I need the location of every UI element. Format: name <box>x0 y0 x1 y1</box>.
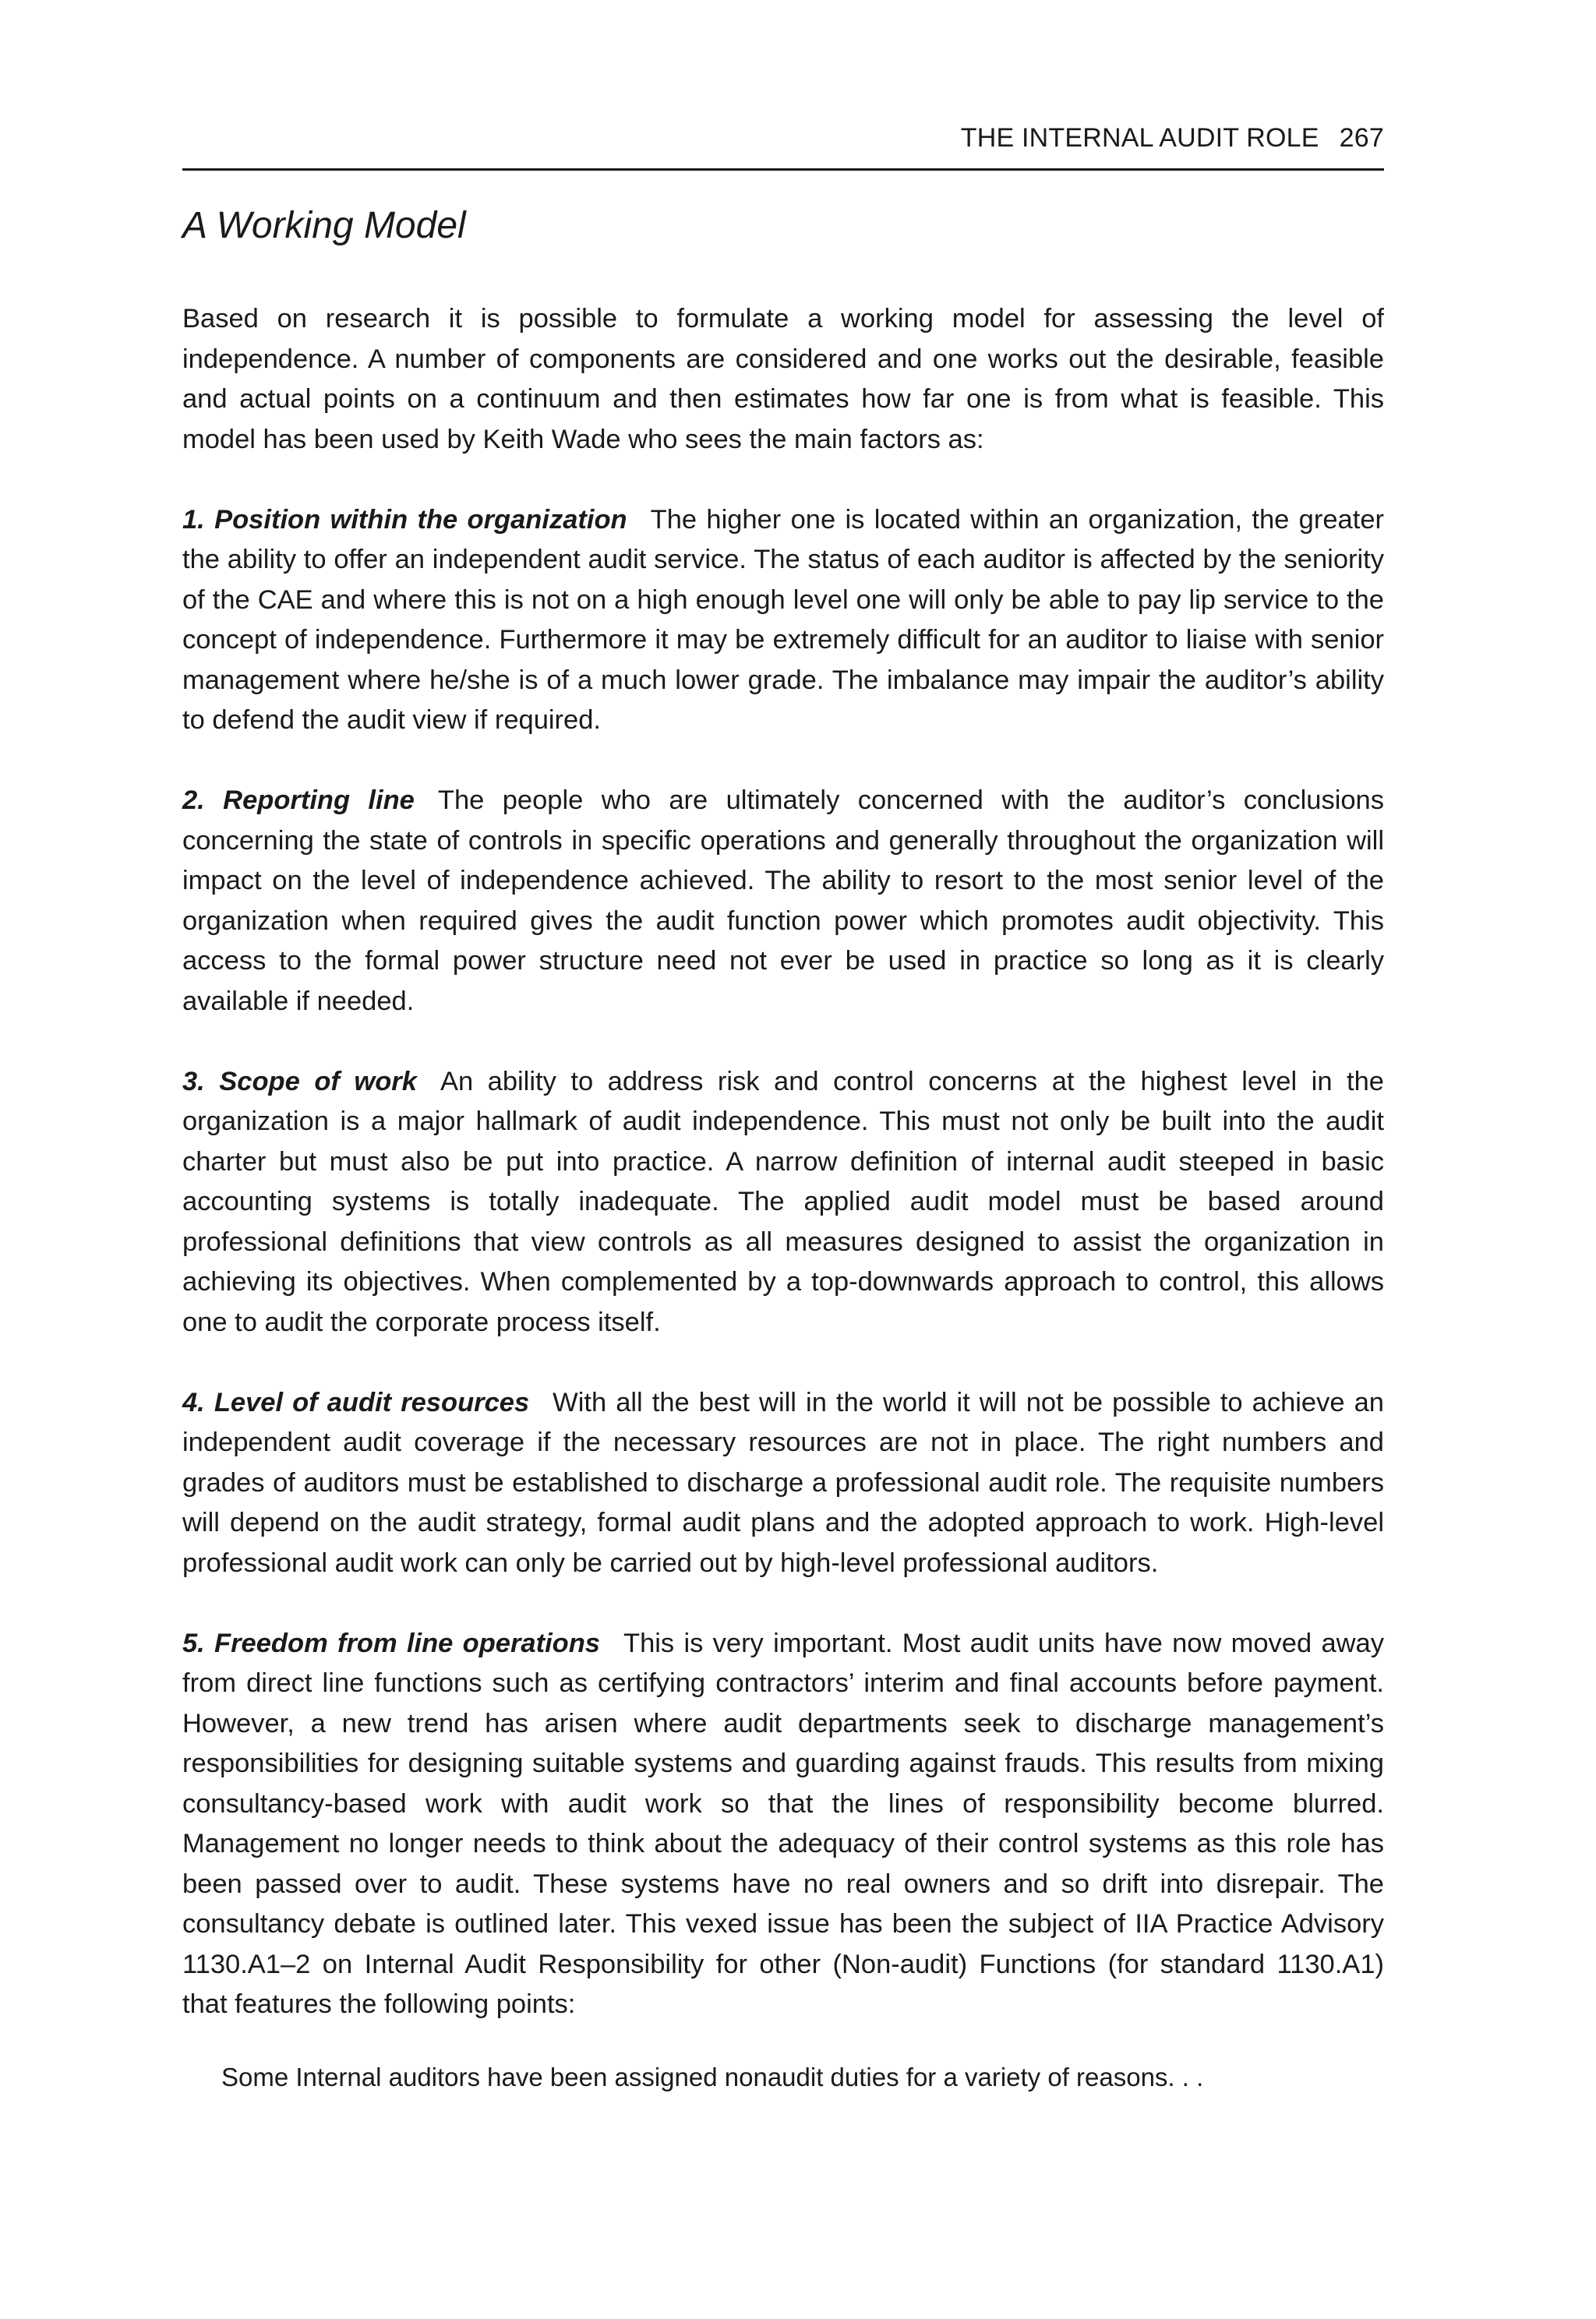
section-title: A Working Model <box>182 205 466 246</box>
factor-text: With all the best will in the world it will not be possible to achieve an independent audit coverage if the necessary resources are not in place. The right numbers and grades of auditors must be established to discharge a professional audit role. The requisite numbers will depend on the audit strategy, formal audit plans and the adopted approach to work. High-level professional audit work can only be carried out by high-level professional auditors. <box>182 1387 1384 1578</box>
factor-paragraph-5 <box>182 1624 1384 2025</box>
factor-term: 5. Freedom from line operations <box>182 1628 600 1658</box>
running-header <box>961 123 1384 154</box>
factor-text: This is very important. Most audit units have now moved away from direct line functions such as certifying contractors’ interim and final accounts before payment. However, a new trend has arisen where audit departments seek to discharge management’s responsibilities for designing suitable systems and guarding against frauds. This results from mixing consultancy-based work with audit work so that the lines of responsibility become blurred. Management no longer needs to think about the adequacy of their control systems as this role has been passed over to audit. These systems have no real owners and so drift into disrepair. The consultancy debate is outlined later. This vexed issue has been the subject of IIA Practice Advisory 1130.A1–2 on Internal Audit Responsibility for other (Non-audit) Functions (for standard 1130.A1) that features the following points: <box>182 1628 1384 2019</box>
factor-paragraph-1 <box>182 500 1384 741</box>
header-rule <box>182 168 1384 171</box>
factor-paragraph-3 <box>182 1062 1384 1343</box>
factor-paragraph-2 <box>182 781 1384 1022</box>
factor-term: 2. Reporting line <box>182 785 415 815</box>
intro-paragraph: Based on research it is possible to formulate a working model for assessing the level of independence. A number of components are considered and one works out the desirable, feasible and actual points on a continuum and then estimates how far one is from what is feasible. This model has been used by Keith Wade who sees the main factors as: <box>182 304 1384 454</box>
factor-term: 3. Scope of work <box>182 1066 417 1096</box>
factor-text: The people who are ultimately concerned with the auditor’s conclusions concerning the state of controls in specific operations and generally throughout the organization will impact on the level of independence achieved. The ability to resort to the most senior level of the organization when required gives the audit function power which promotes audit objectivity. This access to the formal power structure need not ever be used in practice so long as it is clearly available if needed. <box>182 785 1384 1016</box>
factor-term: 4. Level of audit resources <box>182 1387 530 1417</box>
factor-paragraph-4 <box>182 1383 1384 1584</box>
factor-term: 1. Position within the organization <box>182 504 627 535</box>
factor-text: An ability to address risk and control concerns at the highest level in the organization is a major hallmark of audit independence. This must not only be built into the audit charter but must also be put into practice. A narrow definition of internal audit steeped in basic accounting systems is totally inadequate. The applied audit model must be based around professional definitions that view controls as all measures designed to assist the organization in achieving its objectives. When complemented by a top-downwards approach to control, this allows one to audit the corporate process itself. <box>182 1066 1384 1337</box>
body-text <box>182 299 1384 2098</box>
factor-text: The higher one is located within an organization, the greater the ability to offer an independent audit service. The status of each auditor is affected by the seniority of the CAE and where this is not on a high enough level one will only be able to pay lip service to the concept of independence. Furthermore it may be extremely difficult for an auditor to liaise with senior management where he/she is of a much lower grade. The imbalance may impair the auditor’s ability to defend the audit view if required. <box>182 504 1384 735</box>
page-number: 267 <box>1339 123 1384 153</box>
block-quote: Some Internal auditors have been assigned nonaudit duties for a variety of reasons. . . <box>221 2063 1204 2091</box>
running-title: THE INTERNAL AUDIT ROLE <box>960 123 1319 153</box>
